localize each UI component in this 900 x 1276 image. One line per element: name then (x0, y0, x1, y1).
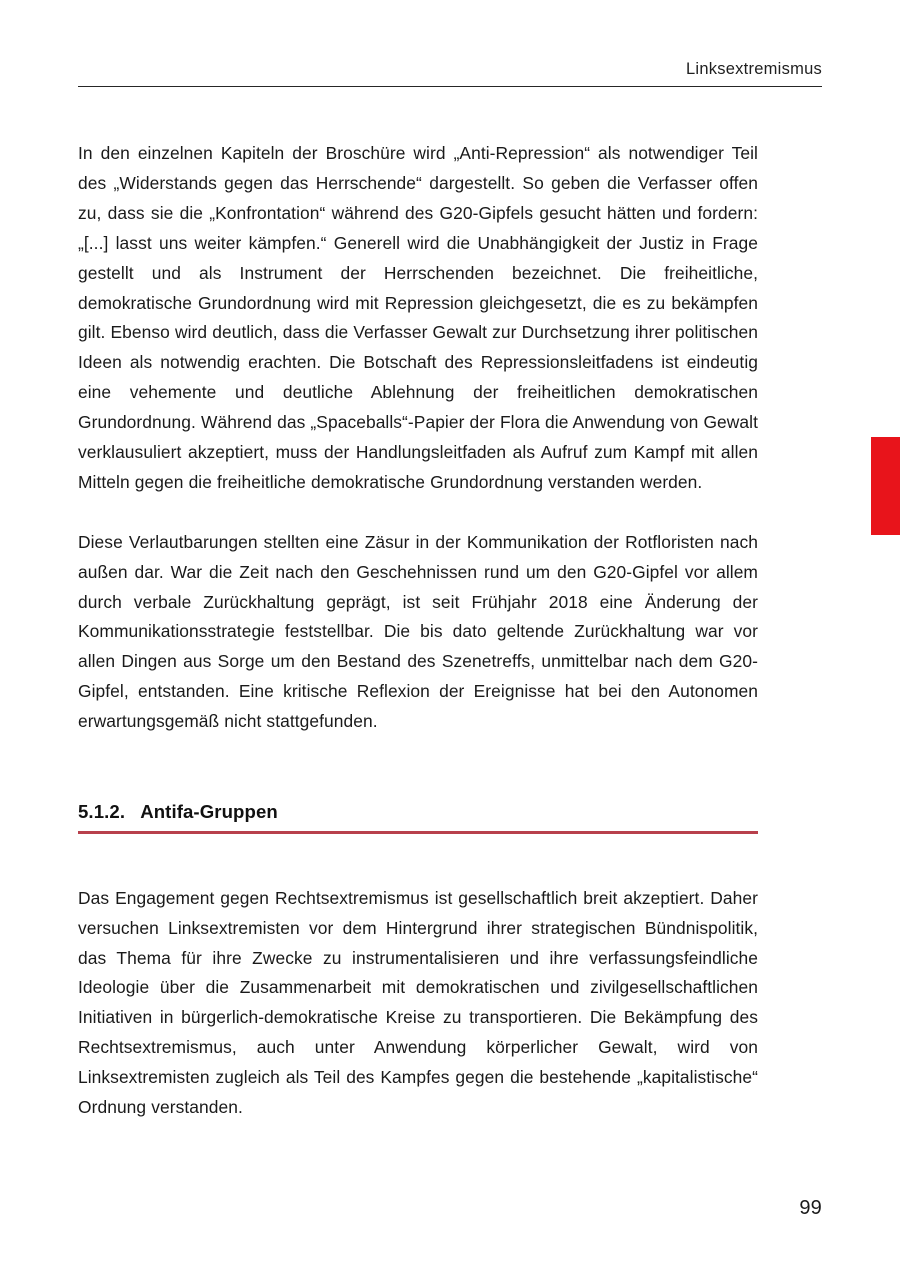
header-divider-rule (78, 86, 822, 87)
text-column (78, 139, 758, 1123)
section-title: Antifa-Gruppen (140, 801, 278, 823)
section-heading (78, 799, 758, 825)
paragraph-spacer (78, 498, 758, 528)
section-heading-block (78, 799, 758, 834)
section-paragraph-1: Das Engagement gegen Rechtsextremismus ist gesellschaftlich breit akzeptiert. Daher versuchen Linksextremisten vor dem Hintergrund ihrer strategischen Bündnispolitik, das Thema für ihre Zwecke zu instrumentalisieren und ihre verfassungsfeindliche Ideologie über die Zusammenarbeit mit demokratischen und zivilgesellschaftlichen Initiativen in bürgerlich-demokratische Kreise zu transportieren. Die Bekämpfung des Rechtsextremismus, auch unter Anwendung körperlicher Gewalt, wird von Linksextremisten zugleich als Teil des Kampfes gegen die bestehende „kapitalistische“ Ordnung verstanden. (78, 887, 758, 1118)
running-header (78, 58, 822, 87)
section-number: 5.1.2. (78, 801, 126, 823)
running-header-title: Linksextremismus (686, 60, 822, 78)
page-number: 99 (799, 1197, 822, 1219)
body-paragraph-2: Diese Verlautbarungen stellten eine Zäsur in der Kommunikation der Rotfloristen nach außen dar. War die Zeit nach den Geschehnissen rund um den G20-Gipfel vor allem durch verbale Zurückhaltung geprägt, ist seit Frühjahr 2018 eine Änderung der Kommunikationsstrategie feststellbar. Die bis dato geltende Zurückhaltung war vor allen Dingen aus Sorge um den Bestand des Szenetreffs, unmittelbar nach dem G20-Gipfel, entstanden. Eine kritische Reflexion der Ereignisse hat bei den Autonomen erwartungsgemäß nicht stattgefunden. (78, 531, 758, 732)
chapter-thumb-tab (871, 437, 900, 535)
body-paragraph-1: In den einzelnen Kapiteln der Broschüre wird „Anti-Repression“ als notwendiger Teil des „Widerstands gegen das Herrschende“ dargestellt. So geben die Verfasser offen zu, dass sie die „Konfrontation“ während des G20-Gipfels gesucht hätten und fordern: „[...] lasst uns weiter kämpfen.“ Generell wird die Unabhängigkeit der Justiz in Frage gestellt und als Instrument der Herrschenden bezeichnet. Die freiheitliche, demokratische Grundordnung wird mit Repression gleichgesetzt, die es zu bekämpfen gilt. Ebenso wird deutlich, dass die Verfasser Gewalt zur Durchsetzung ihrer politischen Ideen als notwendig erachten. Die Botschaft des Repressionsleitfadens ist eindeutig eine vehemente und deutliche Ablehnung der freiheitlichen demokratischen Grundordnung. Während das „Spaceballs“-Papier der Flora die Anwendung von Gewalt verklausuliert akzeptiert, muss der Handlungsleitfaden als Aufruf zum Kampf mit allen Mitteln gegen die freiheitliche demokratische Grundordnung verstanden werden. (78, 143, 758, 492)
heading-spacer (78, 834, 758, 884)
